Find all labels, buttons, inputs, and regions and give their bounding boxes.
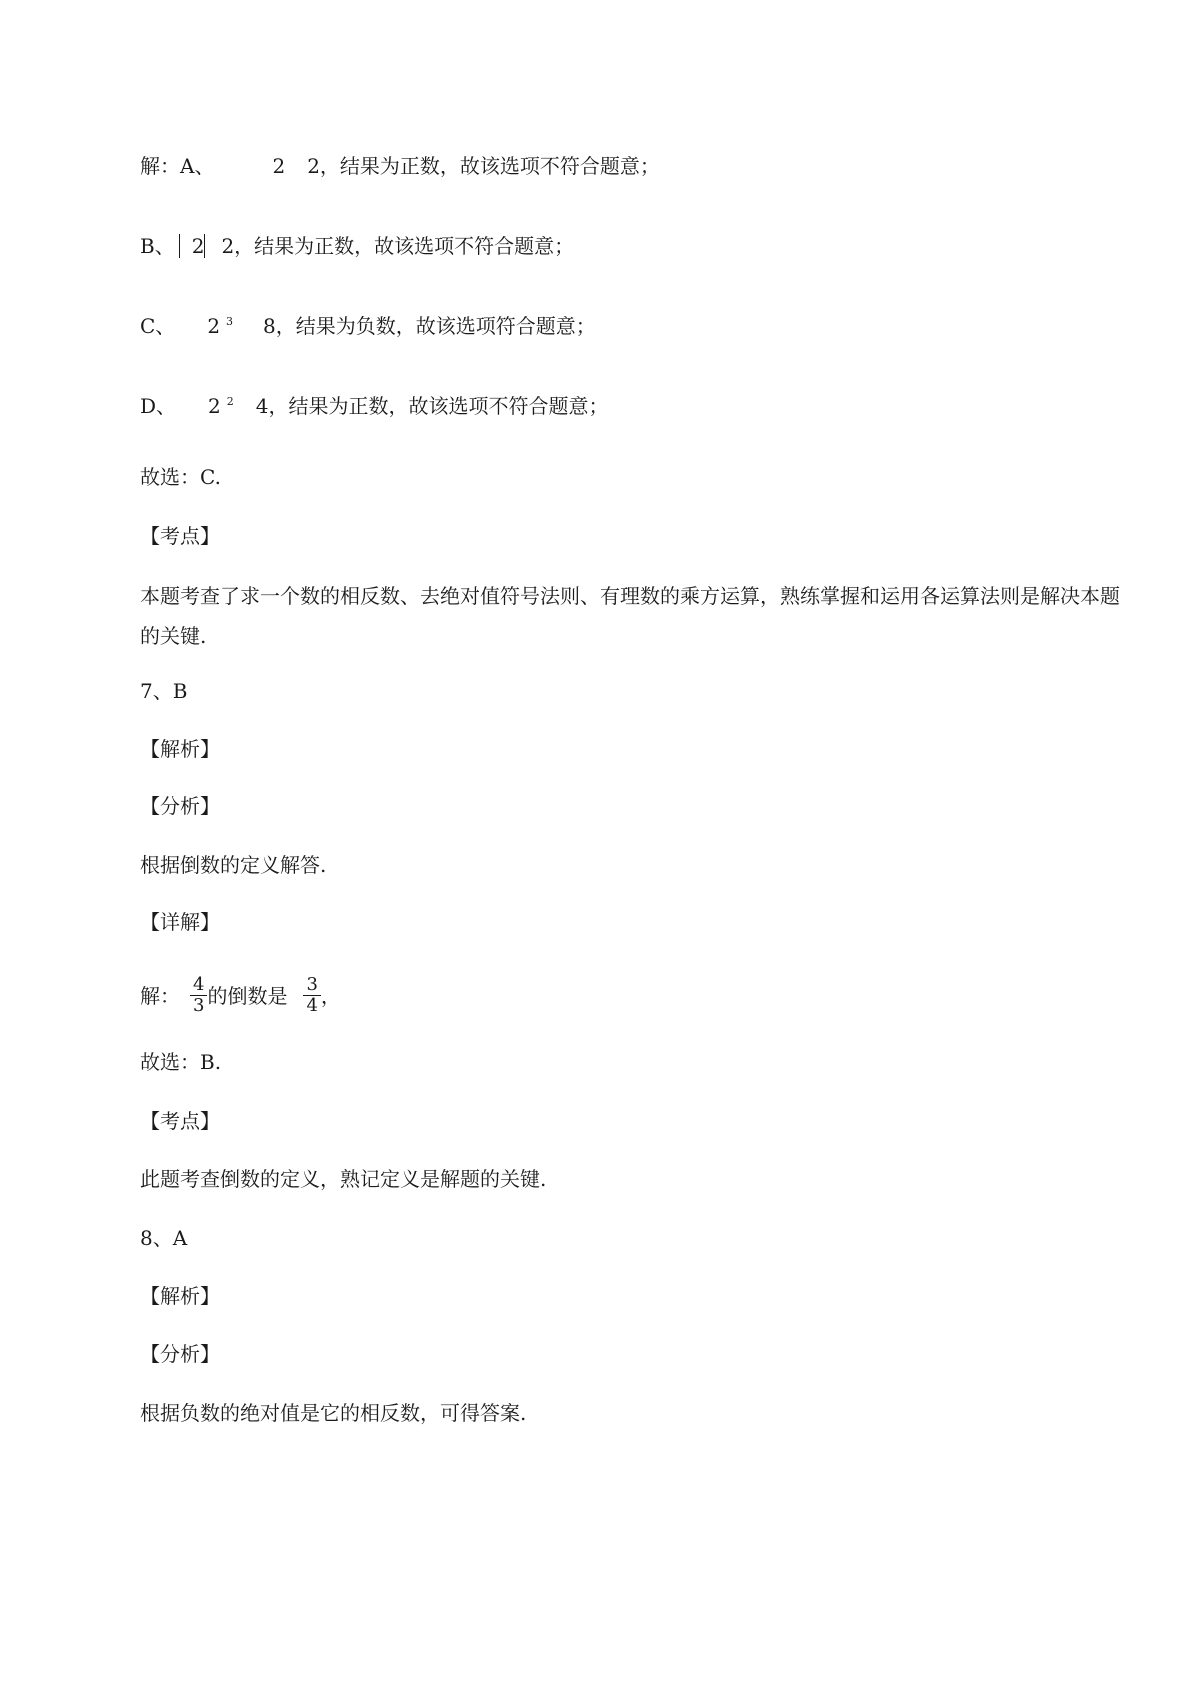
q6-choice: 故选：C. [140,465,221,489]
q7-xiangjie-label: 【详解】 [140,910,220,934]
q7-fenxi-label: 【分析】 [140,794,220,818]
option-b-text: ，结果为正数，故该选项不符合题意； [234,234,575,258]
option-d-value: 4 [255,394,269,418]
option-b-prefix: B、 [140,234,175,258]
q8-fenxi-label: 【分析】 [140,1342,220,1366]
q6-kaodian-label: 【考点】 [140,524,220,548]
q7-heading: 7、B [140,679,188,703]
option-d-text: ，结果为正数，故该选项不符合题意； [268,394,609,418]
option-a-expr2: 2 [307,154,320,178]
option-c-text: ，结果为负数，故该选项符合题意； [275,314,596,338]
absolute-bar-left [179,234,180,258]
q8-fenxi-text: 根据负数的绝对值是它的相反数，可得答案. [140,1401,527,1425]
q7-kaodian-label: 【考点】 [140,1109,220,1133]
option-c-line [140,312,596,344]
q7-choice: 故选：B. [140,1050,222,1074]
option-d-exponent: 2 [226,395,234,408]
q7-fenxi-text: 根据倒数的定义解答. [140,853,327,877]
q7-jiexi-label: 【解析】 [140,737,220,761]
option-c-prefix: C、 [140,314,176,338]
q6-kaodian-text: 本题考查了求一个数的相反数、去绝对值符号法则、有理数的乘方运算，熟练掌握和运用各运算法则是解决本题的关键. [140,584,1120,648]
q8-jiexi-label: 【解析】 [140,1284,220,1308]
option-b-line [140,232,574,260]
option-a-prefix: 解：A、 [140,154,215,178]
option-d-line [140,392,609,424]
option-d-base: 2 [208,394,221,418]
q7-mid-text: 的倒数是 [207,984,288,1008]
q7-reciprocal-line [140,974,341,1018]
absolute-bar-right [204,234,205,258]
fraction-numerator: 4 [190,975,207,996]
option-b-inner: 2 [191,234,205,258]
option-c-base: 2 [207,314,221,338]
q7-comma: ， [320,984,341,1008]
option-a-text: ，结果为正数，故该选项不符合题意； [319,154,660,178]
option-b-value: 2 [221,234,235,258]
q8-heading: 8、A [140,1226,188,1250]
q7-kaodian-text: 此题考查倒数的定义，熟记定义是解题的关键. [140,1167,547,1191]
option-c-exponent: 3 [226,315,234,328]
fraction-three-fourths [303,975,320,1016]
option-d-prefix: D、 [140,394,177,418]
q7-jie-prefix: 解： [140,984,180,1008]
option-c-value: 8 [263,314,276,338]
fraction-denominator: 4 [306,995,318,1016]
option-a-line [140,152,660,180]
fraction-four-thirds [190,975,207,1016]
option-a-expr1: 2 [272,154,286,178]
fraction-numerator: 3 [303,975,320,996]
fraction-denominator: 3 [193,995,205,1016]
